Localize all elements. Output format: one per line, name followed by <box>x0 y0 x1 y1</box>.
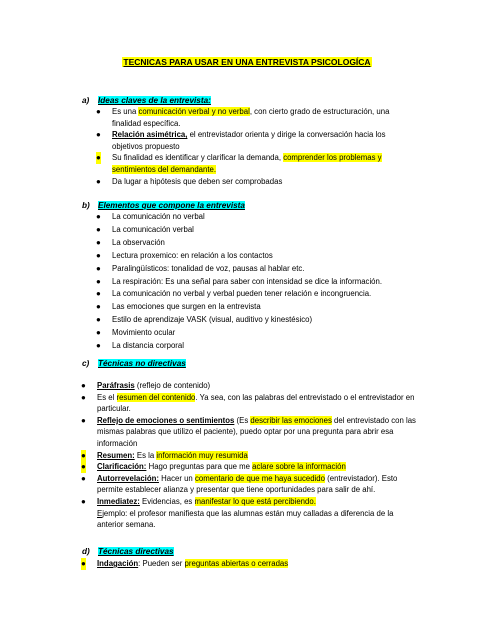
list-item: ● La distancia corporal <box>112 340 432 353</box>
bullet-icon: ● <box>96 328 101 338</box>
list-item: ● Estilo de aprendizaje VASK (visual, auditivo y kinestésico) <box>112 314 432 327</box>
list-item: ● La respiración: Es una señal para saber con intensidad se dice la información. <box>112 276 432 289</box>
list-item: ● La comunicación verbal <box>112 224 432 237</box>
section-b-heading: b) Elementos que compone la entrevista <box>82 201 245 210</box>
bullet-icon: ● <box>96 176 101 186</box>
section-c-list <box>81 380 417 531</box>
bullet-icon: ● <box>81 473 86 483</box>
list-item: ● Es el resumen del contenido. Ya sea, con las palabras del entrevistado o el entrevistador en particular. <box>81 392 415 414</box>
list-item: ● Relación asimétrica, el entrevistador orienta y dirige la conversación hacia los objetivos propuesto <box>96 130 386 151</box>
list-item: ● Resumen: Es la información muy resumida <box>81 450 248 460</box>
list-item: ● Su finalidad es identificar y clarificar la demanda, comprender los problemas y sentimientos del demandante. <box>96 153 382 174</box>
bullet-icon: ● <box>96 107 101 116</box>
list-item: ● Inmediatez: Evidencias, es manifestar lo que está percibiendo. Ejemplo: el profesor manifiesta que las alumnas están muy calladas a diferencia de la anterior semana. <box>81 496 394 530</box>
bullet-icon: ● <box>96 302 101 312</box>
bullet-icon: ● <box>96 130 101 140</box>
list-item: ● Autorrevelación: Hacer un comentario de que me haya sucedido (entrevistador). Esto permite establecer alianza y presentar que tiene oportunidades para salir de ahí. <box>81 473 398 495</box>
bullet-icon: ● <box>81 559 86 568</box>
section-a-list <box>96 106 412 187</box>
list-item: ● La observación <box>112 237 432 250</box>
bullet-icon: ● <box>96 250 101 260</box>
bullet-icon: ● <box>96 212 101 221</box>
section-b-list <box>96 211 432 353</box>
bullet-icon: ● <box>96 315 101 325</box>
bullet-icon: ● <box>81 450 86 460</box>
list-item: ● Movimiento ocular <box>112 327 432 340</box>
document-title: TECNICAS PARA USAR EN UNA ENTREVISTA PSICOLOGÍCA <box>123 57 371 67</box>
list-item: ● La comunicación no verbal <box>112 211 432 224</box>
list-item: ● La comunicación no verbal y verbal pueden tener relación e incongruencia. <box>112 288 432 301</box>
bullet-icon: ● <box>81 496 86 506</box>
section-c-heading: c) Técnicas no directivas <box>82 359 186 368</box>
list-item: ● Clarificación: Hago preguntas para que me aclare sobre la información <box>81 462 346 472</box>
bullet-icon: ● <box>96 341 101 351</box>
list-item: ● Paráfrasis (reflejo de contenido) <box>81 381 211 390</box>
bullet-icon: ● <box>81 462 86 472</box>
list-item: ● Es una comunicación verbal y no verbal, con cierto grado de estructuración, una finalidad específica. <box>96 107 390 128</box>
section-d-list <box>81 558 417 570</box>
bullet-icon: ● <box>96 237 101 247</box>
list-item: ● Da lugar a hipótesis que deben ser comprobadas <box>96 176 283 186</box>
section-a-heading: a) Ideas claves de la entrevista: <box>82 96 211 105</box>
bullet-icon: ● <box>81 381 86 390</box>
bullet-icon: ● <box>81 392 86 402</box>
bullet-icon: ● <box>96 289 101 299</box>
section-d-heading: d) Técnicas directivas <box>82 547 174 556</box>
list-item: ● Las emociones que surgen en la entrevista <box>112 301 432 314</box>
bullet-icon: ● <box>96 263 101 273</box>
list-item: ● Lectura proxemico: en relación a los contactos <box>112 250 432 263</box>
list-item: ● Paralingüísticos: tonalidad de voz, pausas al hablar etc. <box>112 263 432 276</box>
bullet-icon: ● <box>96 224 101 234</box>
bullet-icon: ● <box>96 276 101 286</box>
bullet-icon: ● <box>81 415 86 425</box>
list-item: ● Reflejo de emociones o sentimientos (Es describir las emociones del entrevistado con las mismas palabras que utilizo el paciente), puedo optar por una pregunta para abrir esa información <box>81 415 416 448</box>
list-item: ● Indagación: Pueden ser preguntas abiertas o cerradas <box>81 559 289 568</box>
bullet-icon: ● <box>96 153 101 163</box>
